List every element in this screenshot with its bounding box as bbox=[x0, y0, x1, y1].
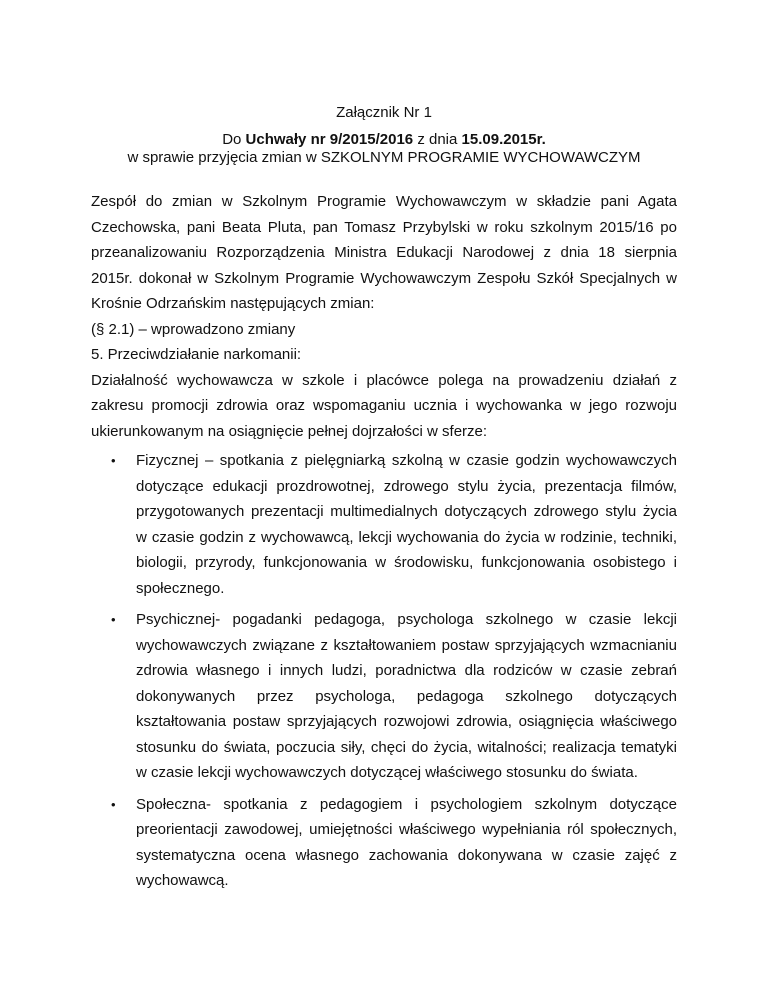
bullet-icon: • bbox=[111, 796, 116, 812]
bullet-icon: • bbox=[111, 612, 116, 627]
sphere-list bbox=[91, 448, 677, 894]
list-item-text: Psychicznej- pogadanki pedagoga, psychologa szkolnego w czasie lekcji wychowawczych związane z kształtowaniem postaw sprzyjających wzmacnianiu zdrowia własnego i innych ludzi, poradnictwa dla rodziców w czasie zebrań dokonywanych przez psychologa, pedagoga szkolnego dotyczących kształtowania postaw sprzyjających rozwojowi zdrowia, osiągnięcia właściwego stosunku do świata, poczucia siły, chęci do życia, witalności; realizacja tematyki w czasie lekcji wychowawczych dotyczącej właściwego stosunku do świata. bbox=[136, 611, 677, 781]
spacer bbox=[91, 167, 677, 189]
list-item bbox=[91, 448, 677, 601]
attachment-title: Załącznik Nr 1 bbox=[336, 104, 432, 121]
intro-paragraph: Zespół do zmian w Szkolnym Programie Wychowawczym w składzie pani Agata Czechowska, pani Beata Pluta, pan Tomasz Przybylski w roku szkolnym 2015/16 po przeanalizowaniu Rozporządzenia Ministra Edukacji Narodowej z dnia 18 sierpnia 2015r. dokonał w Szkolnym Programie Wychowawczym Zespołu Szkół Specjalnych w Krośnie Odrzańskim następujących zmian: bbox=[91, 193, 677, 312]
list-item-text: Społeczna- spotkania z pedagogiem i psychologiem szkolnym dotyczące preorientacji zawodowej, umiejętności właściwego wypełniania ról społecznych, systematyczna ocena własnego zachowania dokonywana w czasie zajęć z wychowawcą. bbox=[136, 795, 677, 889]
document-body bbox=[91, 189, 677, 894]
resolution-line bbox=[91, 131, 677, 149]
list-item bbox=[91, 792, 677, 894]
section-reference: (§ 2.1) – wprowadzono zmiany bbox=[91, 320, 296, 338]
resolution-middle: z dnia bbox=[413, 131, 462, 148]
document-page bbox=[91, 104, 677, 894]
resolution-date: 15.09.2015r. bbox=[461, 131, 546, 148]
resolution-number: Uchwały nr 9/2015/2016 bbox=[245, 131, 414, 148]
section-title: 5. Przeciwdziałanie narkomanii: bbox=[91, 346, 302, 363]
resolution-subject: w sprawie przyjęcia zmian w SZKOLNYM PROGRAMIE WYCHOWAWCZYM bbox=[127, 149, 641, 166]
bullet-icon: • bbox=[111, 453, 116, 468]
lead-paragraph: Działalność wychowawcza w szkole i placówce polega na prowadzeniu działań z zakresu promocji zdrowia oraz wspomaganiu ucznia i wychowanka w jego rozwoju ukierunkowanym na osiągnięcie pełnej dojrzałości w sferze: bbox=[91, 371, 677, 440]
list-item bbox=[91, 607, 677, 786]
list-item-text: Fizycznej – spotkania z pielęgniarką szkolną w czasie godzin wychowawczych dotyczące edukacji prozdrowotnej, zdrowego stylu życia, prezentacja filmów, przygotowanych prezentacji multimedialnych dotyczących zdrowego stylu życia w czasie godzin z wychowawcą, lekcji wychowania do życia w rodzinie, techniki, biologii, przyrody, funkcjonowania w środowisku, funkcjonowania osobistego i społecznego. bbox=[136, 452, 677, 597]
resolution-prefix: Do bbox=[222, 131, 246, 148]
